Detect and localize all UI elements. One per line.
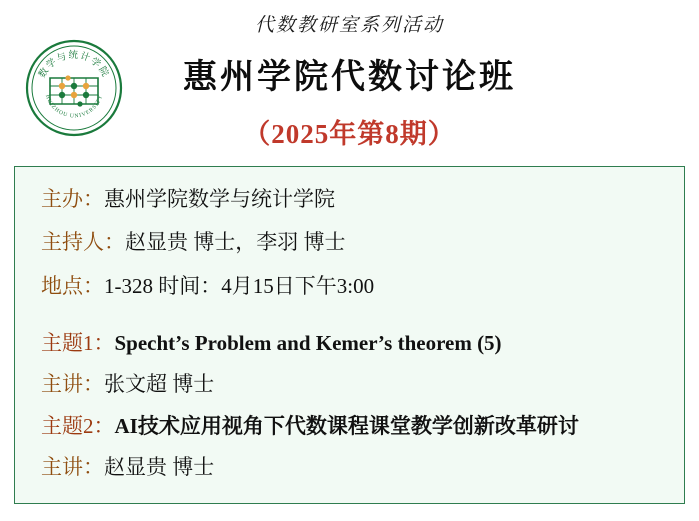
speaker1-label: 主讲： (41, 372, 104, 397)
organizer-value: 惠州学院数学与统计学院 (104, 187, 335, 211)
organizer-row (41, 185, 658, 213)
topic1-row (41, 329, 658, 357)
topic2-title: AI技术应用视角下代数课程课堂教学创新改革研讨 (114, 413, 579, 438)
topic2-row (41, 412, 658, 440)
info-panel (14, 166, 685, 504)
issue-label: （2025年第8期） (243, 119, 456, 149)
topic1-title: Specht’s Problem and Kemer’s theorem (5) (114, 331, 502, 356)
svg-text:HUIZHOU UNIVERSITY: HUIZHOU UNIVERSITY (43, 94, 105, 120)
topic2-label: 主题2： (41, 413, 115, 438)
speaker1-row (41, 370, 658, 398)
topic1-label: 主题1： (41, 331, 115, 356)
speaker1-value: 张文超 博士 (104, 372, 215, 397)
venue-time-row (41, 272, 658, 300)
row-spacer (41, 315, 658, 329)
speaker2-label: 主讲： (41, 455, 104, 480)
huizhou-university-logo (24, 38, 124, 138)
logo-graphic (24, 38, 124, 138)
host-value: 赵显贵 博士，李羽 博士 (125, 230, 346, 255)
venue-time-value: 1-328 时间：4月15日下午3:00 (104, 273, 375, 298)
speaker2-value: 赵显贵 博士 (104, 455, 215, 480)
page-title: 惠州学院代数讨论班 (183, 59, 516, 96)
svg-text:数学与统计学院: 数学与统计学院 (37, 51, 111, 80)
host-row (41, 228, 658, 256)
speaker2-row (41, 453, 658, 481)
series-label: 代数教研室系列活动 (254, 15, 444, 36)
venue-label: 地点： (41, 273, 104, 298)
organizer-label: 主办： (41, 187, 104, 211)
poster-header (0, 0, 699, 160)
host-label: 主持人： (41, 230, 125, 255)
